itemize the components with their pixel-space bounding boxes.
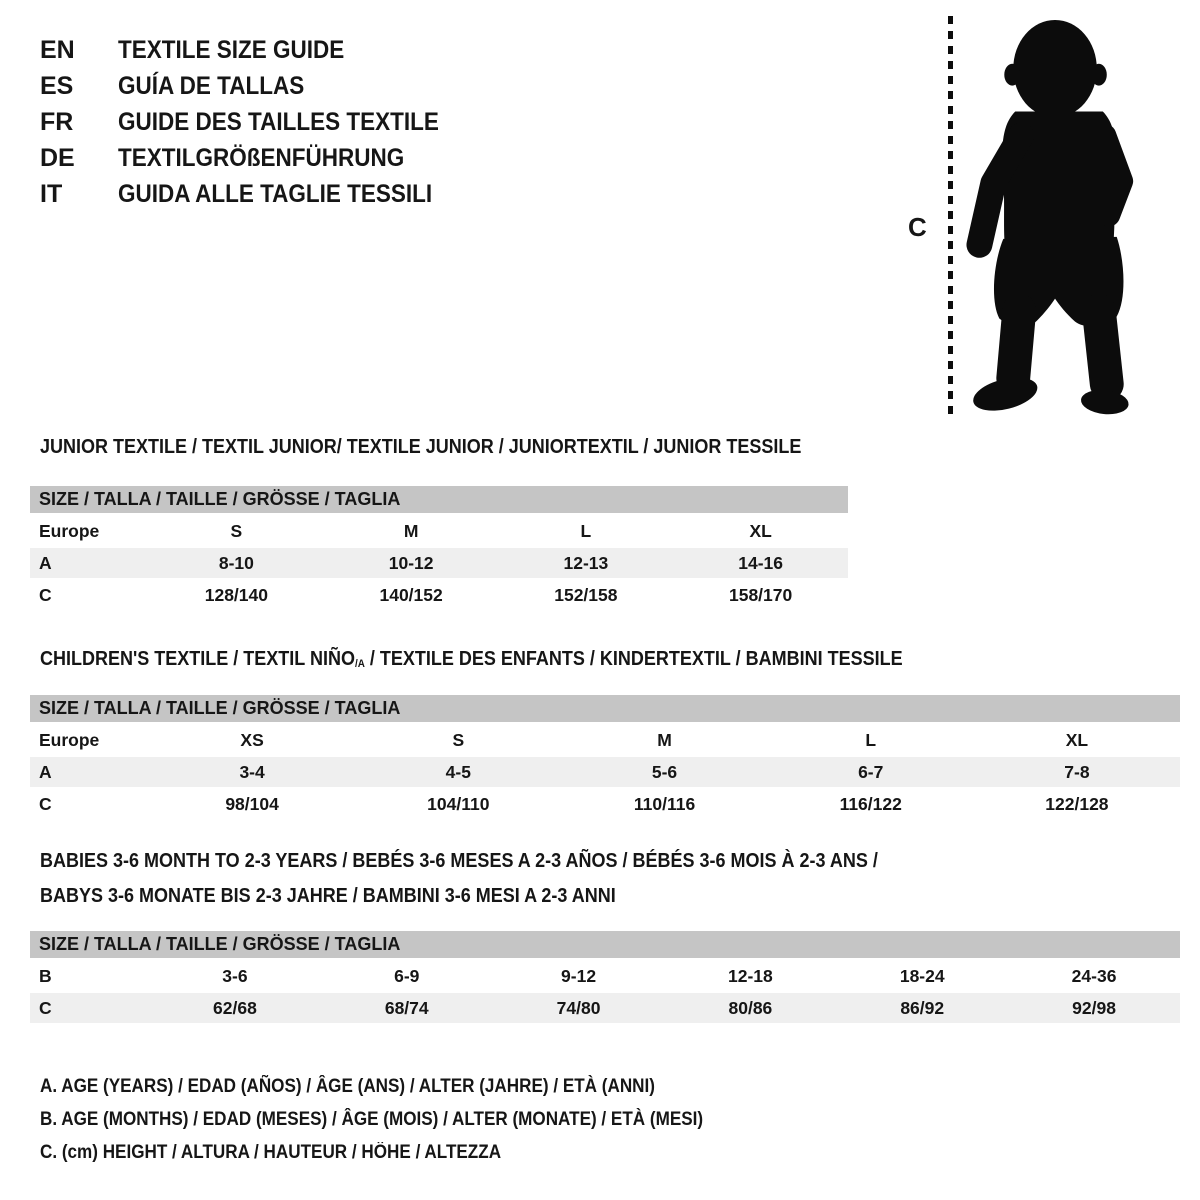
legend-line-c-text: C. (cm) HEIGHT / ALTURA / HAUTEUR / HÖHE / ALTEZZA: [40, 1142, 502, 1163]
height-cell: 86/92: [900, 997, 945, 1018]
baby-silhouette-icon: [963, 12, 1163, 420]
row-label: Europe: [39, 520, 100, 541]
children-section-title-text: [40, 648, 903, 675]
row-label: A: [39, 761, 52, 782]
height-cell: 74/80: [556, 997, 601, 1018]
language-code: DE: [40, 143, 75, 172]
height-measure-dashed-line: [948, 16, 953, 418]
language-title-list: [40, 32, 475, 212]
language-row-es: [40, 68, 475, 104]
row-label: C: [39, 584, 52, 605]
size-cell: S: [452, 729, 465, 750]
months-cell: 9-12: [561, 965, 597, 986]
size-header-bar: SIZE / TALLA / TAILLE / GRÖSSE / TAGLIA: [30, 695, 1180, 722]
legend-line-c: [40, 1136, 777, 1169]
height-cell: 158/170: [728, 584, 793, 605]
language-row-en: [40, 32, 475, 68]
table-row-height: [30, 993, 1180, 1023]
children-title-pre: CHILDREN'S TEXTILE / TEXTIL NIÑO: [40, 648, 355, 670]
junior-section-title-text: JUNIOR TEXTILE / TEXTIL JUNIOR/ TEXTILE JUNIOR / JUNIORTEXTIL / JUNIOR TESSILE: [40, 436, 802, 458]
table-row-europe: [30, 725, 1180, 755]
height-cell: 122/128: [1045, 793, 1109, 814]
size-cell: M: [657, 729, 672, 750]
row-label: C: [39, 793, 52, 814]
measurement-legend: [40, 1070, 777, 1169]
table-row-europe: [30, 516, 848, 546]
size-cell: XL: [749, 520, 772, 541]
babies-section-title-line1: [40, 850, 971, 872]
babies-size-table: [30, 931, 1180, 1025]
height-cell: 80/86: [728, 997, 773, 1018]
height-cell: 128/140: [204, 584, 268, 605]
language-row-it: [40, 176, 475, 212]
language-code: EN: [40, 35, 75, 64]
age-cell: 6-7: [858, 761, 884, 782]
months-cell: 3-6: [222, 965, 248, 986]
size-cell: XL: [1065, 729, 1089, 750]
size-cell: L: [865, 729, 877, 750]
months-cell: 6-9: [394, 965, 420, 986]
age-cell: 3-4: [239, 761, 265, 782]
height-cell: 110/116: [633, 793, 696, 814]
months-cell: 12-18: [728, 965, 773, 986]
babies-title-line2-text: BABYS 3-6 MONATE BIS 2-3 JAHRE / BAMBINI 3-6 MESI A 2-3 ANNI: [40, 885, 616, 907]
children-section-title: [40, 648, 998, 675]
height-cell: 152/158: [554, 584, 618, 605]
table-row-age: [30, 757, 1180, 787]
table-row-months: [30, 961, 1180, 991]
size-header-bar: SIZE / TALLA / TAILLE / GRÖSSE / TAGLIA: [30, 486, 848, 513]
children-size-table: [30, 695, 1180, 821]
height-cell: 68/74: [384, 997, 429, 1018]
height-cell: 92/98: [1072, 997, 1116, 1018]
age-cell: 12-13: [563, 552, 609, 573]
height-cell: 116/122: [839, 793, 902, 814]
height-cell: 98/104: [225, 793, 279, 814]
guide-title: GUIDE DES TAILLES TEXTILE: [118, 107, 439, 136]
language-row-de: [40, 140, 475, 176]
babies-title-line1-text: BABIES 3-6 MONTH TO 2-3 YEARS / BEBÉS 3-6 MESES A 2-3 AÑOS / BÉBÉS 3-6 MOIS À 2-3 ANS /: [40, 850, 878, 872]
legend-line-b-text: B. AGE (MONTHS) / EDAD (MESES) / ÂGE (MOIS) / ALTER (MONATE) / ETÀ (MESI): [40, 1109, 704, 1130]
children-title-post: / TEXTILE DES ENFANTS / KINDERTEXTIL / BAMBINI TESSILE: [364, 648, 903, 670]
row-label: B: [39, 965, 52, 986]
table-row-height: [30, 580, 848, 610]
age-cell: 14-16: [738, 552, 783, 573]
language-row-fr: [40, 104, 475, 140]
age-cell: 10-12: [388, 552, 434, 573]
height-cell: 62/68: [213, 997, 257, 1018]
size-header-bar: SIZE / TALLA / TAILLE / GRÖSSE / TAGLIA: [30, 931, 1180, 958]
height-cell: 140/152: [379, 584, 443, 605]
junior-section-title: [40, 436, 886, 458]
language-code: FR: [40, 107, 74, 136]
size-cell: XS: [240, 729, 264, 750]
height-cell: 104/110: [427, 793, 490, 814]
language-code: ES: [40, 71, 74, 100]
guide-title: TEXTILGRÖßENFÜHRUNG: [118, 143, 405, 172]
babies-section-title-line2: [40, 885, 680, 907]
table-row-height: [30, 789, 1180, 819]
guide-title: GUIDA ALLE TAGLIE TESSILI: [118, 179, 433, 208]
guide-title: GUÍA DE TALLAS: [118, 71, 305, 100]
measure-c-label: C: [908, 212, 927, 242]
language-code: IT: [40, 179, 63, 208]
junior-size-table: [30, 486, 848, 612]
size-cell: S: [230, 520, 243, 541]
age-cell: 4-5: [445, 761, 471, 782]
age-cell: 8-10: [218, 552, 254, 573]
months-cell: 18-24: [899, 965, 945, 986]
size-cell: L: [580, 520, 592, 541]
table-row-age: [30, 548, 848, 578]
guide-title: TEXTILE SIZE GUIDE: [118, 35, 345, 64]
row-label: C: [39, 997, 52, 1018]
legend-line-a: [40, 1070, 777, 1103]
row-label: Europe: [39, 729, 100, 750]
age-cell: 5-6: [651, 761, 678, 782]
legend-line-a-text: A. AGE (YEARS) / EDAD (AÑOS) / ÂGE (ANS) / ALTER (JAHRE) / ETÀ (ANNI): [40, 1076, 655, 1097]
legend-line-b: [40, 1103, 777, 1136]
age-cell: 7-8: [1064, 761, 1090, 782]
months-cell: 24-36: [1071, 965, 1117, 986]
children-title-sub: /A: [354, 657, 365, 670]
row-label: A: [39, 552, 52, 573]
size-cell: M: [403, 520, 419, 541]
